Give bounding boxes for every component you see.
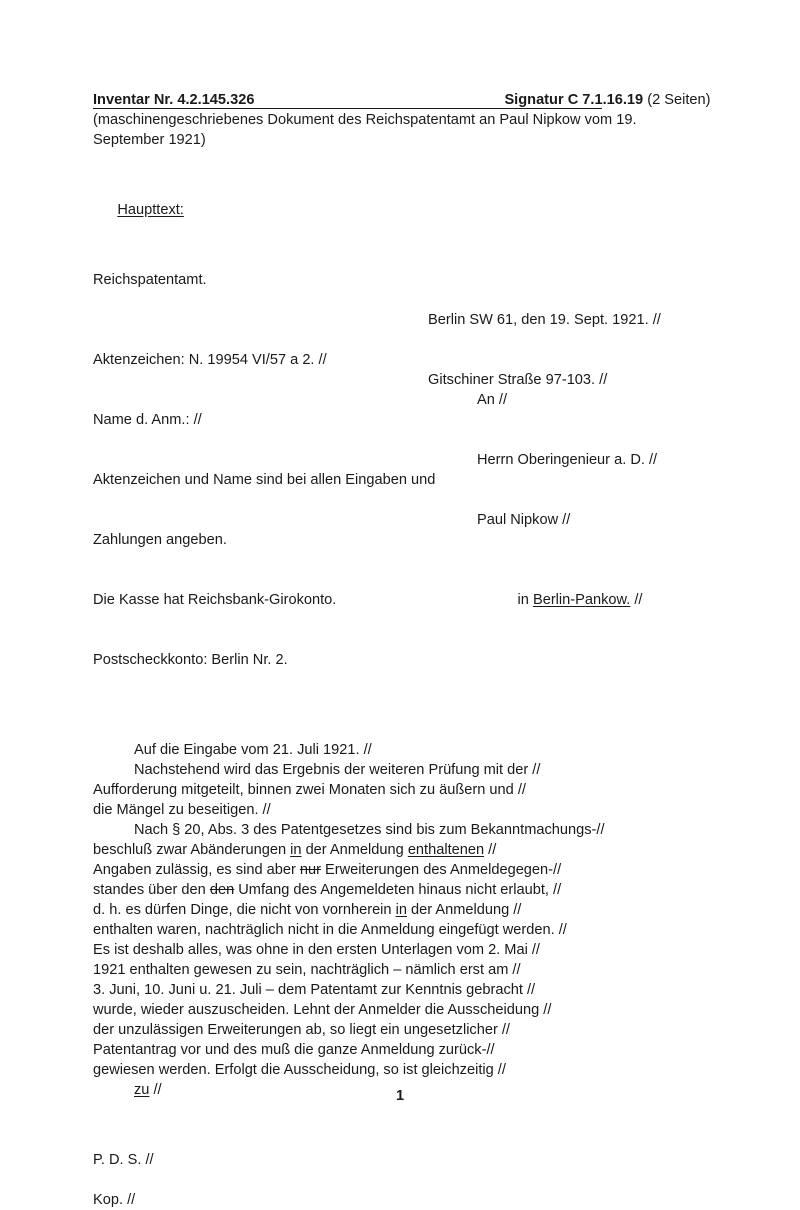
spacer (93, 150, 707, 170)
signature-number: Signatur C 7.1.16.19 (504, 92, 644, 108)
document-description-line-1: (maschinengeschriebenes Dokument des Reichspatentamt an Paul Nipkow vom 19. (93, 112, 637, 128)
applicant-name-field: Name d. Anm.: // (93, 412, 202, 428)
body-line-17: gewiesen werden. Erfolgt die Ausscheidung, so ist gleichzeitig // (93, 1062, 506, 1078)
body-line-04: die Mängel zu beseitigen. // (93, 802, 271, 818)
spacer (93, 1170, 707, 1190)
document-header-line (93, 90, 711, 110)
file-reference: Aktenzeichen: N. 19954 VI/57 a 2. // (93, 352, 327, 368)
page-number: 1 (395, 1088, 405, 1104)
footer-mark-kop: Kop. // (93, 1192, 136, 1208)
body-line-08-struck-den: den (209, 882, 235, 898)
recipient-city: Berlin-Pankow. (532, 592, 631, 608)
body-line-09-underlined-in: in (395, 902, 407, 918)
inventory-number: Inventar Nr. 4.2.145.326 (93, 92, 255, 108)
body-line-11: Es ist deshalb alles, was ohne in den ersten Unterlagen vom 2. Mai // (93, 942, 540, 958)
body-line-03: Aufforderung mitgeteilt, binnen zwei Monaten sich zu äußern und // (93, 782, 526, 798)
bank-account-note: Die Kasse hat Reichsbank-Girokonto. (93, 592, 337, 608)
reference-note-line-2: Zahlungen angeben. (93, 532, 227, 548)
header-underline-rule (93, 108, 602, 109)
reference-recipient-block (93, 310, 707, 710)
body-line-09 (93, 900, 707, 920)
body-line-06-underlined-in: in (290, 842, 302, 858)
body-line-06 (93, 840, 707, 860)
section-label-haupttext: Haupttext: (117, 202, 184, 218)
spacer (93, 1140, 707, 1150)
body-line-18-suffix: // (149, 1082, 162, 1098)
body-line-16: Patentantrag vor und des muß die ganze Anmeldung zurück-// (93, 1042, 495, 1058)
reference-note-line-1: Aktenzeichen und Name sind bei allen Eingaben und (93, 472, 436, 488)
spacer (93, 260, 707, 270)
body-line-12: 1921 enthalten gewesen zu sein, nachträglich – nämlich erst am // (93, 962, 521, 978)
recipient-block (477, 350, 657, 670)
spacer (93, 730, 707, 740)
pages-note: (2 Seiten) (643, 92, 711, 108)
body-line-08-part-c: Umfang des Angemeldeten hinaus nicht erlaubt, // (234, 882, 562, 898)
document-body (93, 90, 711, 1210)
place-and-date: Berlin SW 61, den 19. Sept. 1921. // (428, 312, 661, 328)
body-line-13: 3. Juni, 10. Juni u. 21. Juli – dem Patentamt zur Kenntnis gebracht // (93, 982, 536, 998)
body-line-09-part-c: der Anmeldung // (406, 902, 522, 918)
recipient-salutation-an: An // (477, 392, 508, 408)
body-line-07-part-c: Erweiterungen des Anmeldegegen-// (320, 862, 562, 878)
section-label-row (93, 180, 707, 240)
body-line-14: wurde, wieder auszuscheiden. Lehnt der Anmelder die Ausscheidung // (93, 1002, 552, 1018)
document-description-line-2: September 1921) (93, 132, 206, 148)
spacer (93, 710, 707, 730)
spacer (93, 170, 707, 180)
footer-mark-pds: P. D. S. // (93, 1152, 154, 1168)
recipient-city-prefix: in (517, 592, 533, 608)
main-text-block (93, 740, 707, 1100)
recipient-city-suffix: // (630, 592, 643, 608)
body-line-07 (93, 860, 707, 880)
body-line-15: der unzulässigen Erweiterungen ab, so liegt ein ungesetzlicher // (93, 1022, 510, 1038)
body-line-05: Nach § 20, Abs. 3 des Patentgesetzes sind bis zum Bekanntmachungs-// (134, 822, 605, 838)
body-line-10: enthalten waren, nachträglich nicht in die Anmeldung eingefügt werden. // (93, 922, 567, 938)
body-line-07-struck-nur: nur (299, 862, 321, 878)
body-line-09-part-a: d. h. es dürfen Dinge, die nicht von vornherein (93, 902, 396, 918)
spacer (93, 1120, 707, 1140)
body-line-18-underlined-zu: zu (134, 1082, 150, 1098)
body-line-02: Nachstehend wird das Ergebnis der weiteren Prüfung mit der // (134, 762, 541, 778)
recipient-title: Herrn Oberingenieur a. D. // (477, 452, 658, 468)
postal-account-note: Postscheckkonto: Berlin Nr. 2. (93, 652, 288, 668)
recipient-name: Paul Nipkow // (477, 512, 571, 528)
body-line-06-underlined-enthaltenen: enthaltenen (407, 842, 485, 858)
body-line-08-part-a: standes über den (93, 882, 210, 898)
body-line-06-part-e: // (484, 842, 497, 858)
body-line-06-part-a: beschluß zwar Abänderungen (93, 842, 291, 858)
body-line-01: Auf die Eingabe vom 21. Juli 1921. // (134, 742, 372, 758)
header-tab-fill (254, 90, 504, 110)
street-address: Gitschiner Straße 97-103. // (428, 372, 608, 388)
body-line-07-part-a: Angaben zulässig, es sind aber (93, 862, 300, 878)
body-line-08 (93, 880, 707, 900)
recipient-city-row (477, 570, 657, 630)
sender-name: Reichspatentamt. (93, 272, 207, 288)
spacer (93, 240, 707, 260)
body-line-06-part-c: der Anmeldung (301, 842, 408, 858)
